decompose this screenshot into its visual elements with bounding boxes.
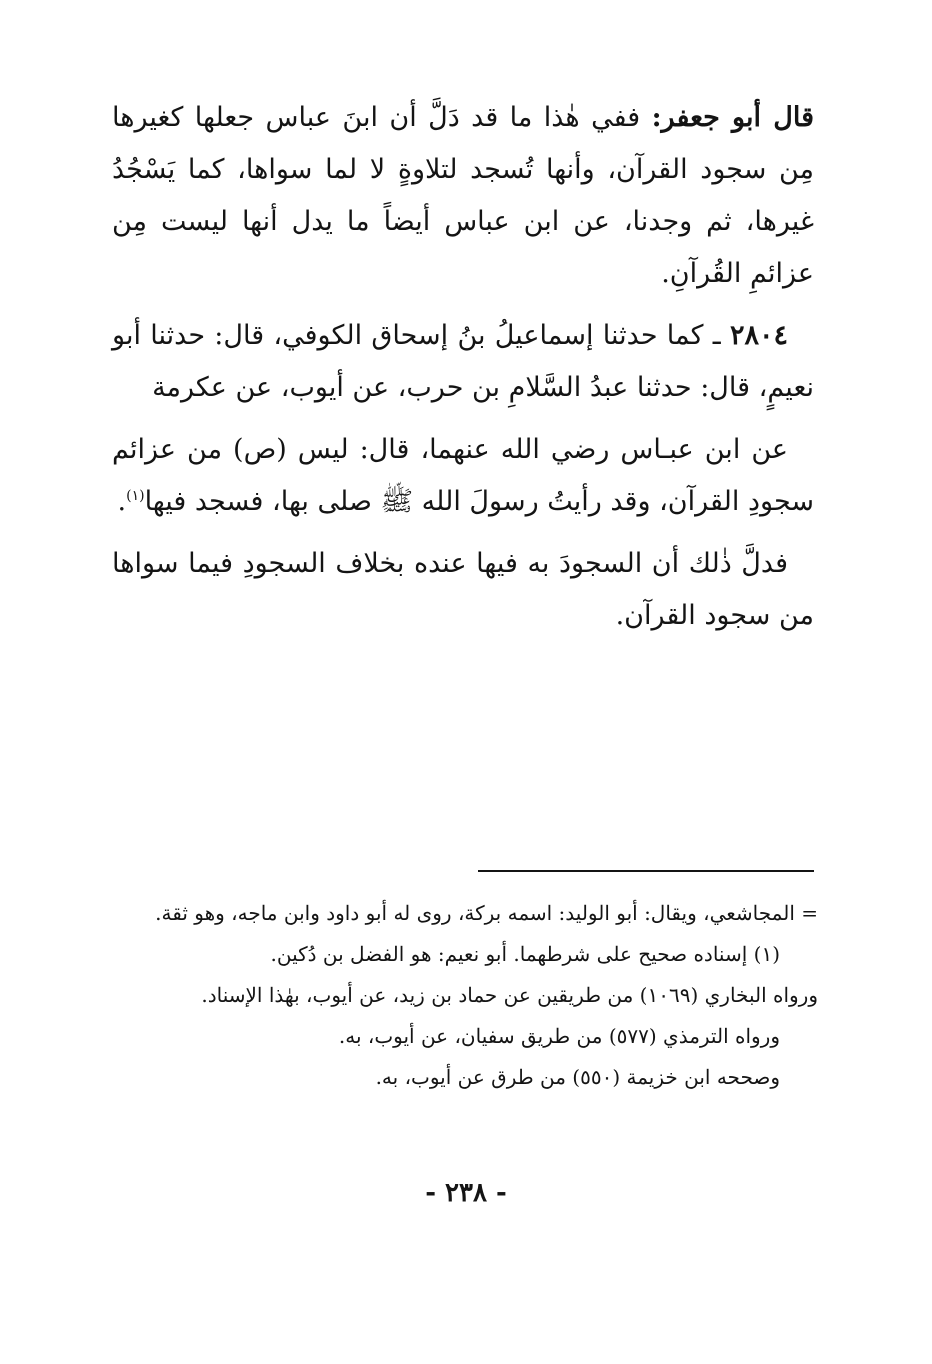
footnote-1-khuzaymah: وصححه ابن خزيمة (٥٥٠) من طرق عن أيوب، به.	[375, 1065, 780, 1089]
footnotes	[110, 893, 818, 1098]
paragraph-1-text: ففي هٰذا ما قد دَلَّ أن ابنَ عباس جعلها كغيرها مِن سجود القرآن، وأنها تُسجد لتلاوةٍ لا لما سواها، كما يَسْجُدُ غيرها، ثم وجدنا، عن ابن عباس أيضاً ما يدل أنها ليست مِن عزائمِ القُرآنِ.	[112, 102, 814, 289]
footnote-reference: (١)	[126, 488, 145, 504]
paragraph-2	[112, 310, 814, 414]
paragraph-4-text: فدلَّ ذٰلك أن السجودَ به فيها عنده بخلاف السجودِ فيما سواها من سجود القرآن.	[112, 548, 814, 631]
hadith-number: ٢٨٠٤	[729, 320, 788, 351]
footnote-separator	[478, 870, 814, 872]
paragraph-3	[112, 424, 814, 528]
page-number: - ٢٣٨ -	[425, 1178, 507, 1208]
paragraph-4	[112, 538, 814, 642]
footnote-1: (١) إسناده صحيح على شرطهما. أبو نعيم: هو الفضل بن دُكين.	[270, 942, 780, 966]
paragraph-3-end: .	[117, 486, 127, 517]
paragraph-1	[112, 92, 814, 300]
paragraph-3-text: عن ابن عبـاس رضي الله عنهما، قال: ليس (ص) من عزائم سجودِ القرآن، وقد رأيتُ رسولَ الله ﷺ صلى بها، فسجد فيها	[112, 434, 814, 517]
footnote-1-bukhari: ورواه البخاري (١٠٦٩) من طريقين عن حماد بن زيد، عن أيوب، بهٰذا الإسناد.	[201, 983, 818, 1007]
paragraph-2-text: ـ كما حدثنا إسماعيلُ بنُ إسحاق الكوفي، قال: حدثنا أبو نعيمٍ، قال: حدثنا عبدُ السَّلامِ بن حرب، عن أيوب، عن عكرمة	[112, 320, 814, 403]
footnote-1-tirmidhi: ورواه الترمذي (٥٧٧) من طريق سفيان، عن أيوب، به.	[338, 1024, 780, 1048]
footnote-continuation: = المجاشعي، ويقال: أبو الوليد: اسمه بركة، روى له أبو داود وابن ماجه، وهو ثقة.	[155, 901, 818, 925]
main-text	[112, 92, 814, 652]
speaker-lead: قال أبو جعفر:	[651, 102, 814, 133]
